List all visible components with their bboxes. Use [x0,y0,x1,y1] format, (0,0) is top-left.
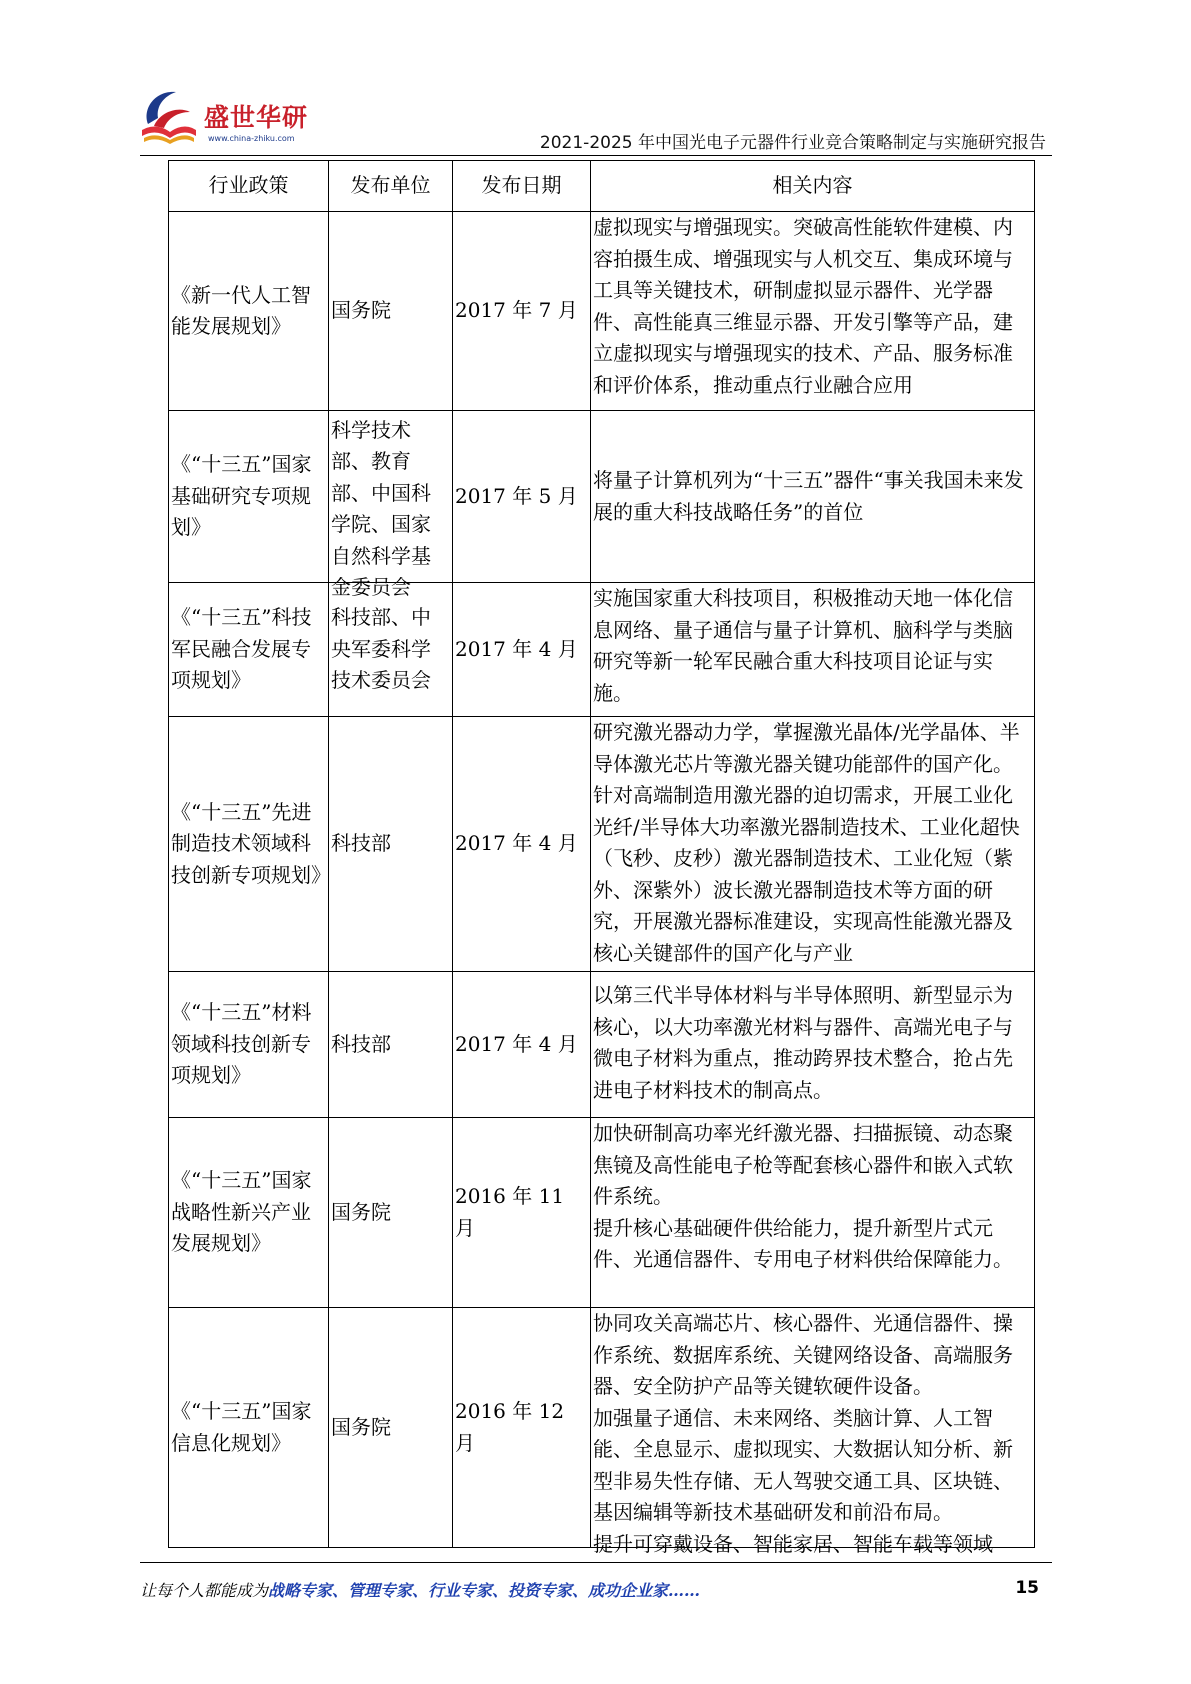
issuer-text: 科学技术部、教育部、中国科学院、国家自然科学基金委员会 [331,417,431,599]
table-row [169,1308,1035,1548]
content-cell: 将量子计算机列为“十三五”器件“事关我国未来发展的重大科技战略任务”的首位 [591,411,1035,583]
date-cell: 2016 年 12 月 [453,1308,591,1548]
issuer-cell [329,411,453,599]
content-text: 加快研制高功率光纤激光器、扫描振镜、动态聚焦镜及高性能电子枪等配套核心器件和嵌入式软件系统。 提升核心基础硬件供给能力，提升新型片式元件、光通信器件、专用电子材料供给保障能力。 [593,1121,1013,1271]
issuer-cell: 科技部 [329,972,453,1118]
content-text: 实施国家重大科技项目，积极推动天地一体化信息网络、量子通信与量子计算机、脑科学与类脑研究等新一轮军民融合重大科技项目论证与实施。 [593,586,1013,705]
content-cell [591,1308,1035,1556]
policy-cell: 《“十三五”先进制造技术领域科技创新专项规划》 [169,717,329,972]
date-cell: 2017 年 4 月 [453,717,591,972]
company-logo [140,82,320,152]
column-header-policy: 行业政策 [169,161,329,212]
page-number: 15 [1015,1578,1039,1598]
table-row [169,1118,1035,1308]
issuer-cell: 国务院 [329,1118,453,1308]
issuer-cell: 国务院 [329,212,453,411]
content-text: 协同攻关高端芯片、核心器件、光通信器件、操作系统、数据库系统、关键网络设备、高端服务器、安全防护产品等关键软硬件设备。 加强量子通信、未来网络、类脑计算、人工智能、全息显示、虚拟现实、大数据认知分析、新型非易失性存储、无人驾驶交通工具、区块链、基因编辑等新技术基础研发和前沿布局。 提升可穿戴设备、智能家居、智能车载等领域 [593,1311,1013,1556]
logo-name: 盛世华研 [204,103,309,132]
content-cell [591,212,1035,411]
column-header-date: 发布日期 [453,161,591,212]
table-row [169,583,1035,717]
policy-cell: 《“十三五”国家战略性新兴产业发展规划》 [169,1118,329,1308]
content-cell [591,1118,1035,1308]
date-cell: 2017 年 4 月 [453,583,591,717]
report-title: 2021-2025 年中国光电子元器件行业竞合策略制定与实施研究报告 [539,133,1046,153]
issuer-cell: 科技部、中央军委科学技术委员会 [329,583,453,717]
table-row [169,717,1035,972]
table-row [169,212,1035,411]
issuer-cell: 国务院 [329,1308,453,1548]
date-cell: 2017 年 7 月 [453,212,591,411]
column-header-issuer: 发布单位 [329,161,453,212]
content-cell [591,583,1035,717]
page-header [0,0,1191,160]
table-row [169,411,1035,583]
column-header-content: 相关内容 [591,161,1035,212]
date-cell: 2016 年 11 月 [453,1118,591,1308]
logo-url: www.china-zhiku.com [208,134,295,143]
slogan-prefix: 让每个人都能成为 [140,1581,269,1600]
table-header-row [169,161,1035,212]
policy-cell: 《“十三五”国家信息化规划》 [169,1308,329,1548]
policy-cell: 《新一代人工智能发展规划》 [169,212,329,411]
table-row [169,972,1035,1118]
policy-cell: 《“十三五”材料领域科技创新专项规划》 [169,972,329,1118]
content-text: 研究激光器动力学，掌握激光晶体/光学晶体、半导体激光芯片等激光器关键功能部件的国产化。针对高端制造用激光器的迫切需求，开展工业化光纤/半导体大功率激光器制造技术、工业化超快（飞秒、皮秒）激光器制造技术、工业化短（紫外、深紫外）波长激光器制造技术等方面的研究，开展激光器标准建设，实现高性能激光器及核心关键部件的国产化与产业 [593,720,1020,965]
header-divider [140,155,1052,156]
policy-cell: 《“十三五”科技军民融合发展专项规划》 [169,583,329,717]
content-cell [591,717,1035,972]
content-cell [591,972,1035,1118]
slogan-highlight: 战略专家、管理专家、行业专家、投资专家、成功企业家…… [268,1581,701,1600]
policy-cell: 《“十三五”国家基础研究专项规划》 [169,411,329,583]
logo-mark-icon [134,82,204,150]
issuer-cell: 科技部 [329,717,453,972]
policy-table [168,160,1035,1556]
date-cell: 2017 年 4 月 [453,972,591,1118]
date-cell: 2017 年 5 月 [453,411,591,583]
content-text: 虚拟现实与增强现实。突破高性能软件建模、内容拍摄生成、增强现实与人机交互、集成环境与工具等关键技术，研制虚拟显示器件、光学器件、高性能真三维显示器、开发引擎等产品，建立虚拟现实与增强现实的技术、产品、服务标准和评价体系，推动重点行业融合应用 [593,215,1013,397]
footer-divider [140,1562,1052,1563]
footer-slogan [140,1578,700,1601]
content-text: 以第三代半导体材料与半导体照明、新型显示为核心，以大功率激光材料与器件、高端光电子与微电子材料为重点，推动跨界技术整合，抢占先进电子材料技术的制高点。 [593,983,1013,1102]
